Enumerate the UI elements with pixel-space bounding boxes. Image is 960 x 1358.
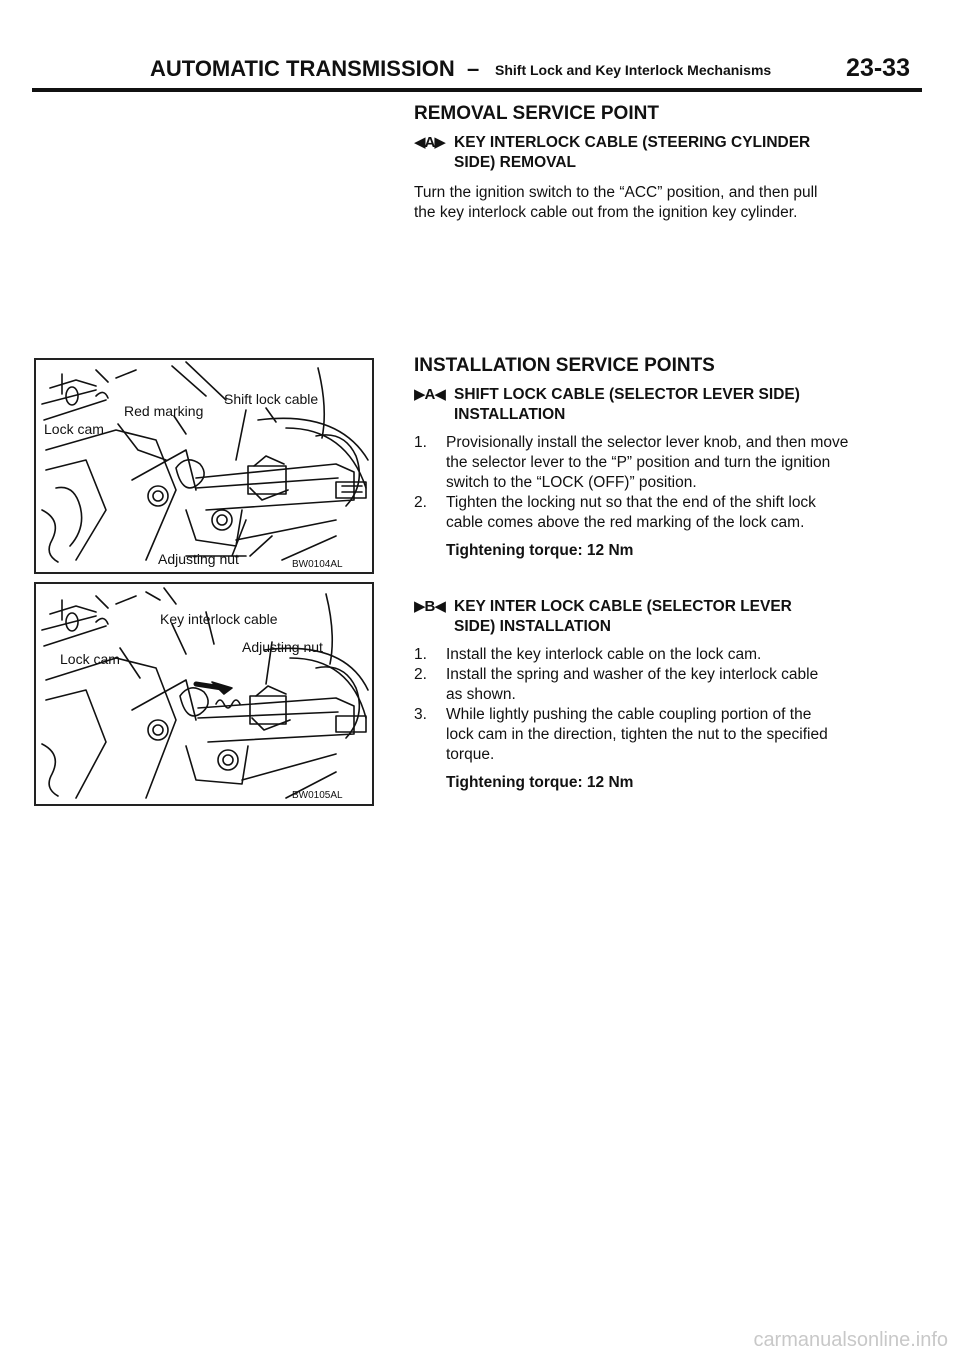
removal-heading: REMOVAL SERVICE POINT [414, 103, 659, 124]
mark-b-icon: ▶B◀ [414, 598, 445, 615]
removal-item-title-line2: SIDE) REMOVAL [454, 154, 576, 171]
chapter-title: AUTOMATIC TRANSMISSION [150, 56, 455, 81]
step-line: Tighten the locking nut so that the end of the shift lock [446, 494, 816, 511]
page-header [150, 52, 910, 86]
lock-cam-label: Lock cam [44, 421, 104, 437]
install-b-title-line2: SIDE) INSTALLATION [454, 618, 611, 635]
figure-shift-lock-cable [34, 358, 374, 574]
install-b-step-2 [414, 665, 914, 705]
section-title: Shift Lock and Key Interlock Mechanisms [495, 62, 772, 78]
figure-1-drawing [36, 360, 372, 572]
mark-a-icon: ◀A▶ [414, 134, 445, 151]
mark-a-icon: ▶A◀ [414, 386, 445, 403]
install-b-step-1 [414, 645, 914, 665]
figure-code-label: BW0104AL [292, 559, 343, 570]
step-line: torque. [446, 746, 495, 763]
removal-item-title-line1: KEY INTERLOCK CABLE (STEERING CYLINDER [454, 134, 811, 151]
install-b-step-3 [414, 705, 914, 765]
step-line: the selector lever to the “P” position and turn the ignition [446, 454, 831, 471]
install-a-title-line1: SHIFT LOCK CABLE (SELECTOR LEVER SIDE) [454, 386, 800, 403]
step-line: lock cam in the direction, tighten the nut to the specified [446, 726, 828, 743]
red-marking-label: Red marking [124, 403, 204, 419]
watermark-text: carmanualsonline.info [753, 1329, 948, 1351]
installation-section [414, 356, 914, 793]
lock-cam-label: Lock cam [60, 651, 120, 667]
install-a-step-2 [414, 493, 914, 533]
step-line: Install the spring and washer of the key interlock cable [446, 666, 819, 683]
install-a-title-line2: INSTALLATION [454, 406, 566, 423]
step-line: Install the key interlock cable on the lock cam. [446, 646, 762, 663]
adjusting-nut-label: Adjusting nut [158, 551, 239, 567]
figure-code-label: BW0105AL [292, 790, 343, 801]
step-line: cable comes above the red marking of the lock cam. [446, 514, 805, 531]
figure-2-drawing [36, 584, 372, 804]
step-line: While lightly pushing the cable coupling portion of the [446, 706, 812, 723]
page-number: 23-33 [846, 54, 910, 82]
header-rule [32, 88, 922, 92]
step-line: switch to the “LOCK (OFF)” position. [446, 474, 697, 491]
install-b-torque: Tightening torque: 12 Nm [446, 774, 634, 791]
step-number: 2. [414, 494, 427, 511]
removal-body-line1: Turn the ignition switch to the “ACC” position, and then pull [414, 184, 818, 201]
step-number: 1. [414, 646, 427, 663]
adjusting-nut-label: Adjusting nut [242, 639, 323, 655]
key-interlock-cable-label: Key interlock cable [160, 611, 278, 627]
step-number: 1. [414, 434, 427, 451]
removal-item-heading [414, 133, 914, 173]
install-b-title-line1: KEY INTER LOCK CABLE (SELECTOR LEVER [454, 598, 792, 615]
step-line: as shown. [446, 686, 516, 703]
step-number: 3. [414, 706, 427, 723]
removal-section [414, 104, 914, 223]
figure-key-interlock-cable [34, 582, 374, 806]
header-dash: – [467, 56, 480, 81]
shift-lock-cable-label: Shift lock cable [224, 391, 319, 407]
install-b-heading [414, 597, 914, 637]
step-line: Provisionally install the selector lever knob, and then move [446, 434, 849, 451]
step-number: 2. [414, 666, 427, 683]
install-a-torque: Tightening torque: 12 Nm [446, 542, 634, 559]
install-a-step-1 [414, 433, 914, 493]
removal-body-line2: the key interlock cable out from the ignition key cylinder. [414, 204, 798, 221]
install-a-heading [414, 385, 914, 425]
installation-heading: INSTALLATION SERVICE POINTS [414, 355, 715, 376]
